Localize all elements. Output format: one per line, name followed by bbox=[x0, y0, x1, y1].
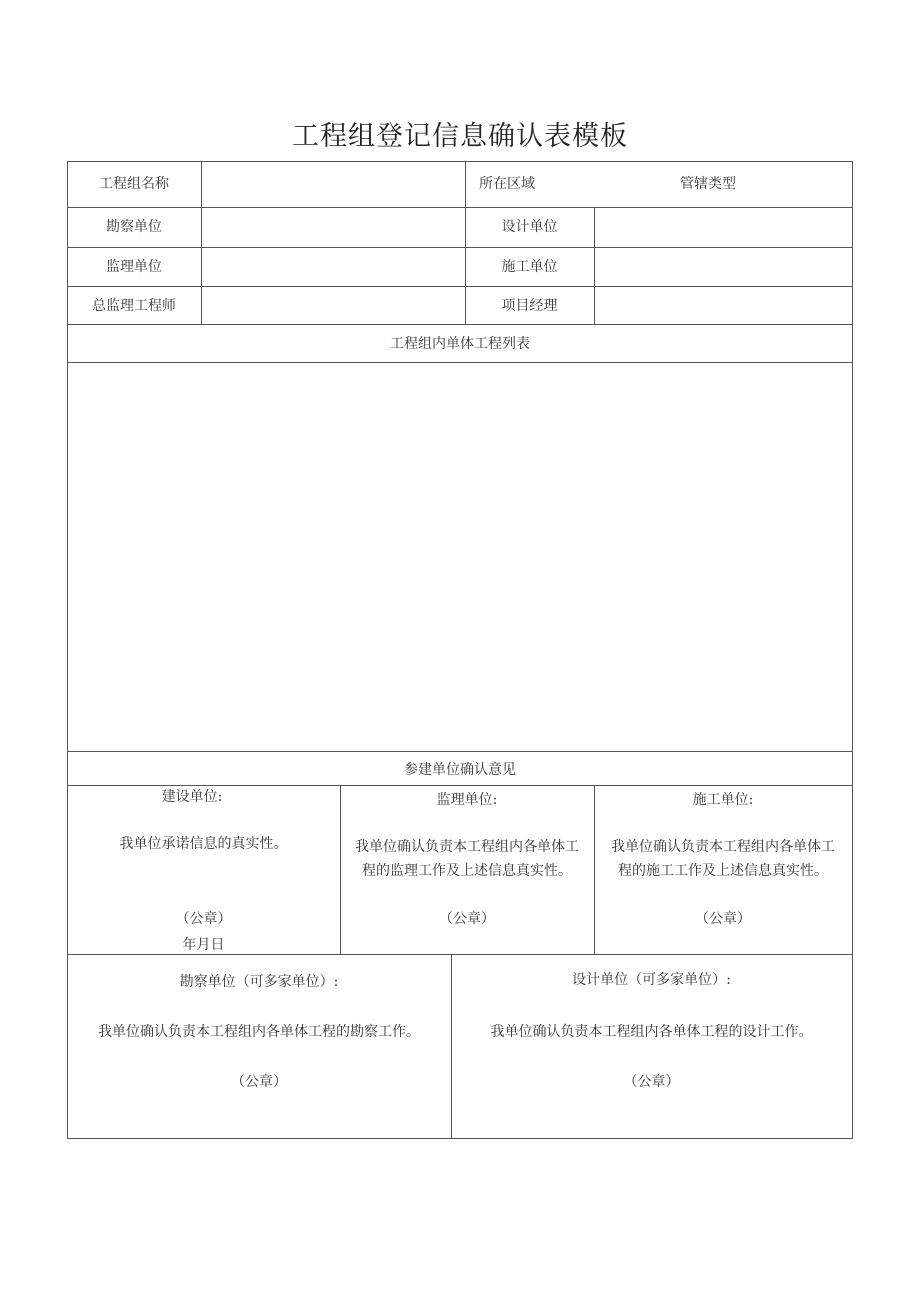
row-divider bbox=[67, 751, 853, 752]
design-confirm-statement: 我单位确认负责本工程组内各单体工程的设计工作。 bbox=[490, 1024, 813, 1040]
row-divider bbox=[67, 785, 853, 786]
survey-confirm-statement: 我单位确认负责本工程组内各单体工程的勘察工作。 bbox=[98, 1024, 420, 1040]
constructor-unit-label: 施工单位: bbox=[692, 792, 754, 808]
project-manager-label: 项目经理 bbox=[501, 298, 558, 314]
column-divider bbox=[594, 207, 595, 324]
builder-date: 年月日 bbox=[182, 937, 225, 953]
supervisor-statement-line2: 程的监理工作及上述信息真实性。 bbox=[362, 863, 572, 879]
row-divider bbox=[67, 207, 853, 208]
constructor-seal: （公章） bbox=[695, 911, 751, 927]
project-list-area[interactable] bbox=[75, 372, 845, 742]
supervisor-unit-label: 监理单位: bbox=[436, 792, 498, 808]
survey-unit-label: 勘察单位 bbox=[106, 219, 162, 235]
design-confirm-label: 设计单位（可多家单位）: bbox=[572, 972, 731, 988]
survey-seal: （公章） bbox=[231, 1074, 287, 1090]
group-name-label: 工程组名称 bbox=[99, 176, 169, 192]
row-divider bbox=[67, 362, 853, 363]
design-unit-label: 设计单位 bbox=[501, 219, 558, 235]
builder-unit-label: 建设单位: bbox=[161, 789, 223, 805]
column-divider bbox=[201, 161, 202, 324]
survey-confirm-label: 勘察单位（可多家单位）: bbox=[179, 974, 339, 990]
builder-statement: 我单位承诺信息的真实性。 bbox=[119, 836, 288, 852]
project-list-header: 工程组内单体工程列表 bbox=[390, 336, 530, 352]
area-label: 所在区域 bbox=[479, 176, 535, 192]
chief-supervisor-label: 总监理工程师 bbox=[92, 298, 176, 314]
builder-seal: （公章） bbox=[175, 911, 232, 927]
supervisor-seal: （公章） bbox=[439, 911, 495, 927]
row-divider bbox=[67, 247, 853, 248]
table-border-top bbox=[67, 161, 853, 162]
constructor-statement-line2: 程的施工工作及上述信息真实性。 bbox=[618, 863, 828, 879]
design-seal: （公章） bbox=[623, 1074, 680, 1090]
supervisor-statement-line1: 我单位确认负责本工程组内各单体工 bbox=[355, 839, 579, 855]
confirmation-header: 参建单位确认意见 bbox=[404, 762, 516, 778]
row-divider bbox=[67, 324, 853, 325]
table-border-right bbox=[852, 161, 853, 1139]
jurisdiction-type-label: 管辖类型 bbox=[680, 176, 736, 192]
construction-unit-label: 施工单位 bbox=[501, 259, 558, 275]
table-border-bottom bbox=[67, 1138, 853, 1139]
supervision-unit-label: 监理单位 bbox=[106, 259, 162, 275]
constructor-statement-line1: 我单位确认负责本工程组内各单体工 bbox=[611, 839, 835, 855]
row-divider bbox=[67, 286, 853, 287]
page-title: 工程组登记信息确认表模板 bbox=[292, 121, 628, 152]
